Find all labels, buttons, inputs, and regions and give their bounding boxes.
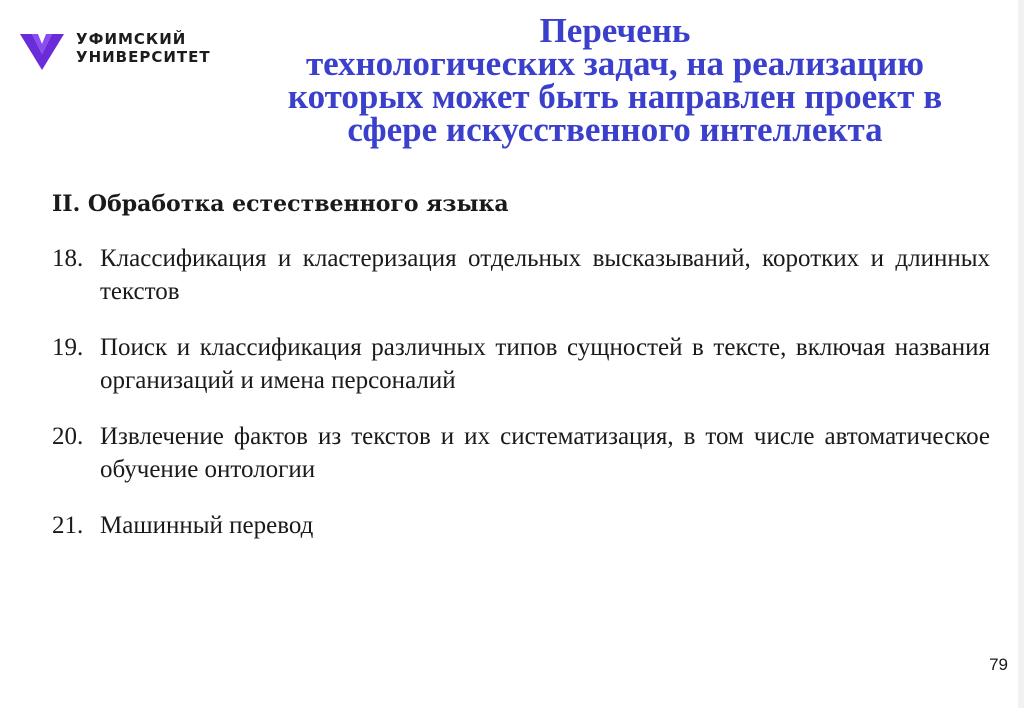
item-text: Извлечение фактов из текстов и их систематизация, в том числе автоматическое обучение онтологии (100, 423, 990, 483)
item-number: 18. (52, 245, 84, 272)
item-number: 20. (52, 423, 84, 450)
list-item (52, 331, 990, 397)
university-logo (18, 24, 211, 72)
logo-line-1: УФИМСКИЙ (76, 30, 187, 48)
item-number: 21. (52, 512, 84, 539)
list-item (52, 509, 990, 542)
section-heading: II. Обработка естественного языка (52, 191, 509, 217)
title-line-4: сфере искусственного интеллекта (347, 110, 883, 149)
slide-title (200, 11, 1024, 149)
item-number: 19. (52, 334, 84, 361)
logo-line-2: УНИВЕРСИТЕТ (76, 48, 211, 66)
item-text: Машинный перевод (100, 512, 314, 539)
list-item (52, 242, 990, 308)
item-text: Поиск и классификация различных типов сущностей в тексте, включая названия организаций и имена персоналий (100, 334, 990, 394)
title-line-1: Перечень (539, 11, 691, 50)
page-number: 79 (989, 655, 1008, 674)
item-text: Классификация и кластеризация отдельных высказываний, коротких и длинных текстов (100, 245, 990, 305)
list-item (52, 420, 990, 486)
title-line-3: которых может быть направлен проект в (287, 77, 943, 116)
logo-text (76, 30, 211, 66)
ufa-university-logo-icon (18, 24, 66, 72)
title-line-2: технологических задач, на реализацию (305, 44, 925, 83)
task-list (52, 242, 990, 565)
